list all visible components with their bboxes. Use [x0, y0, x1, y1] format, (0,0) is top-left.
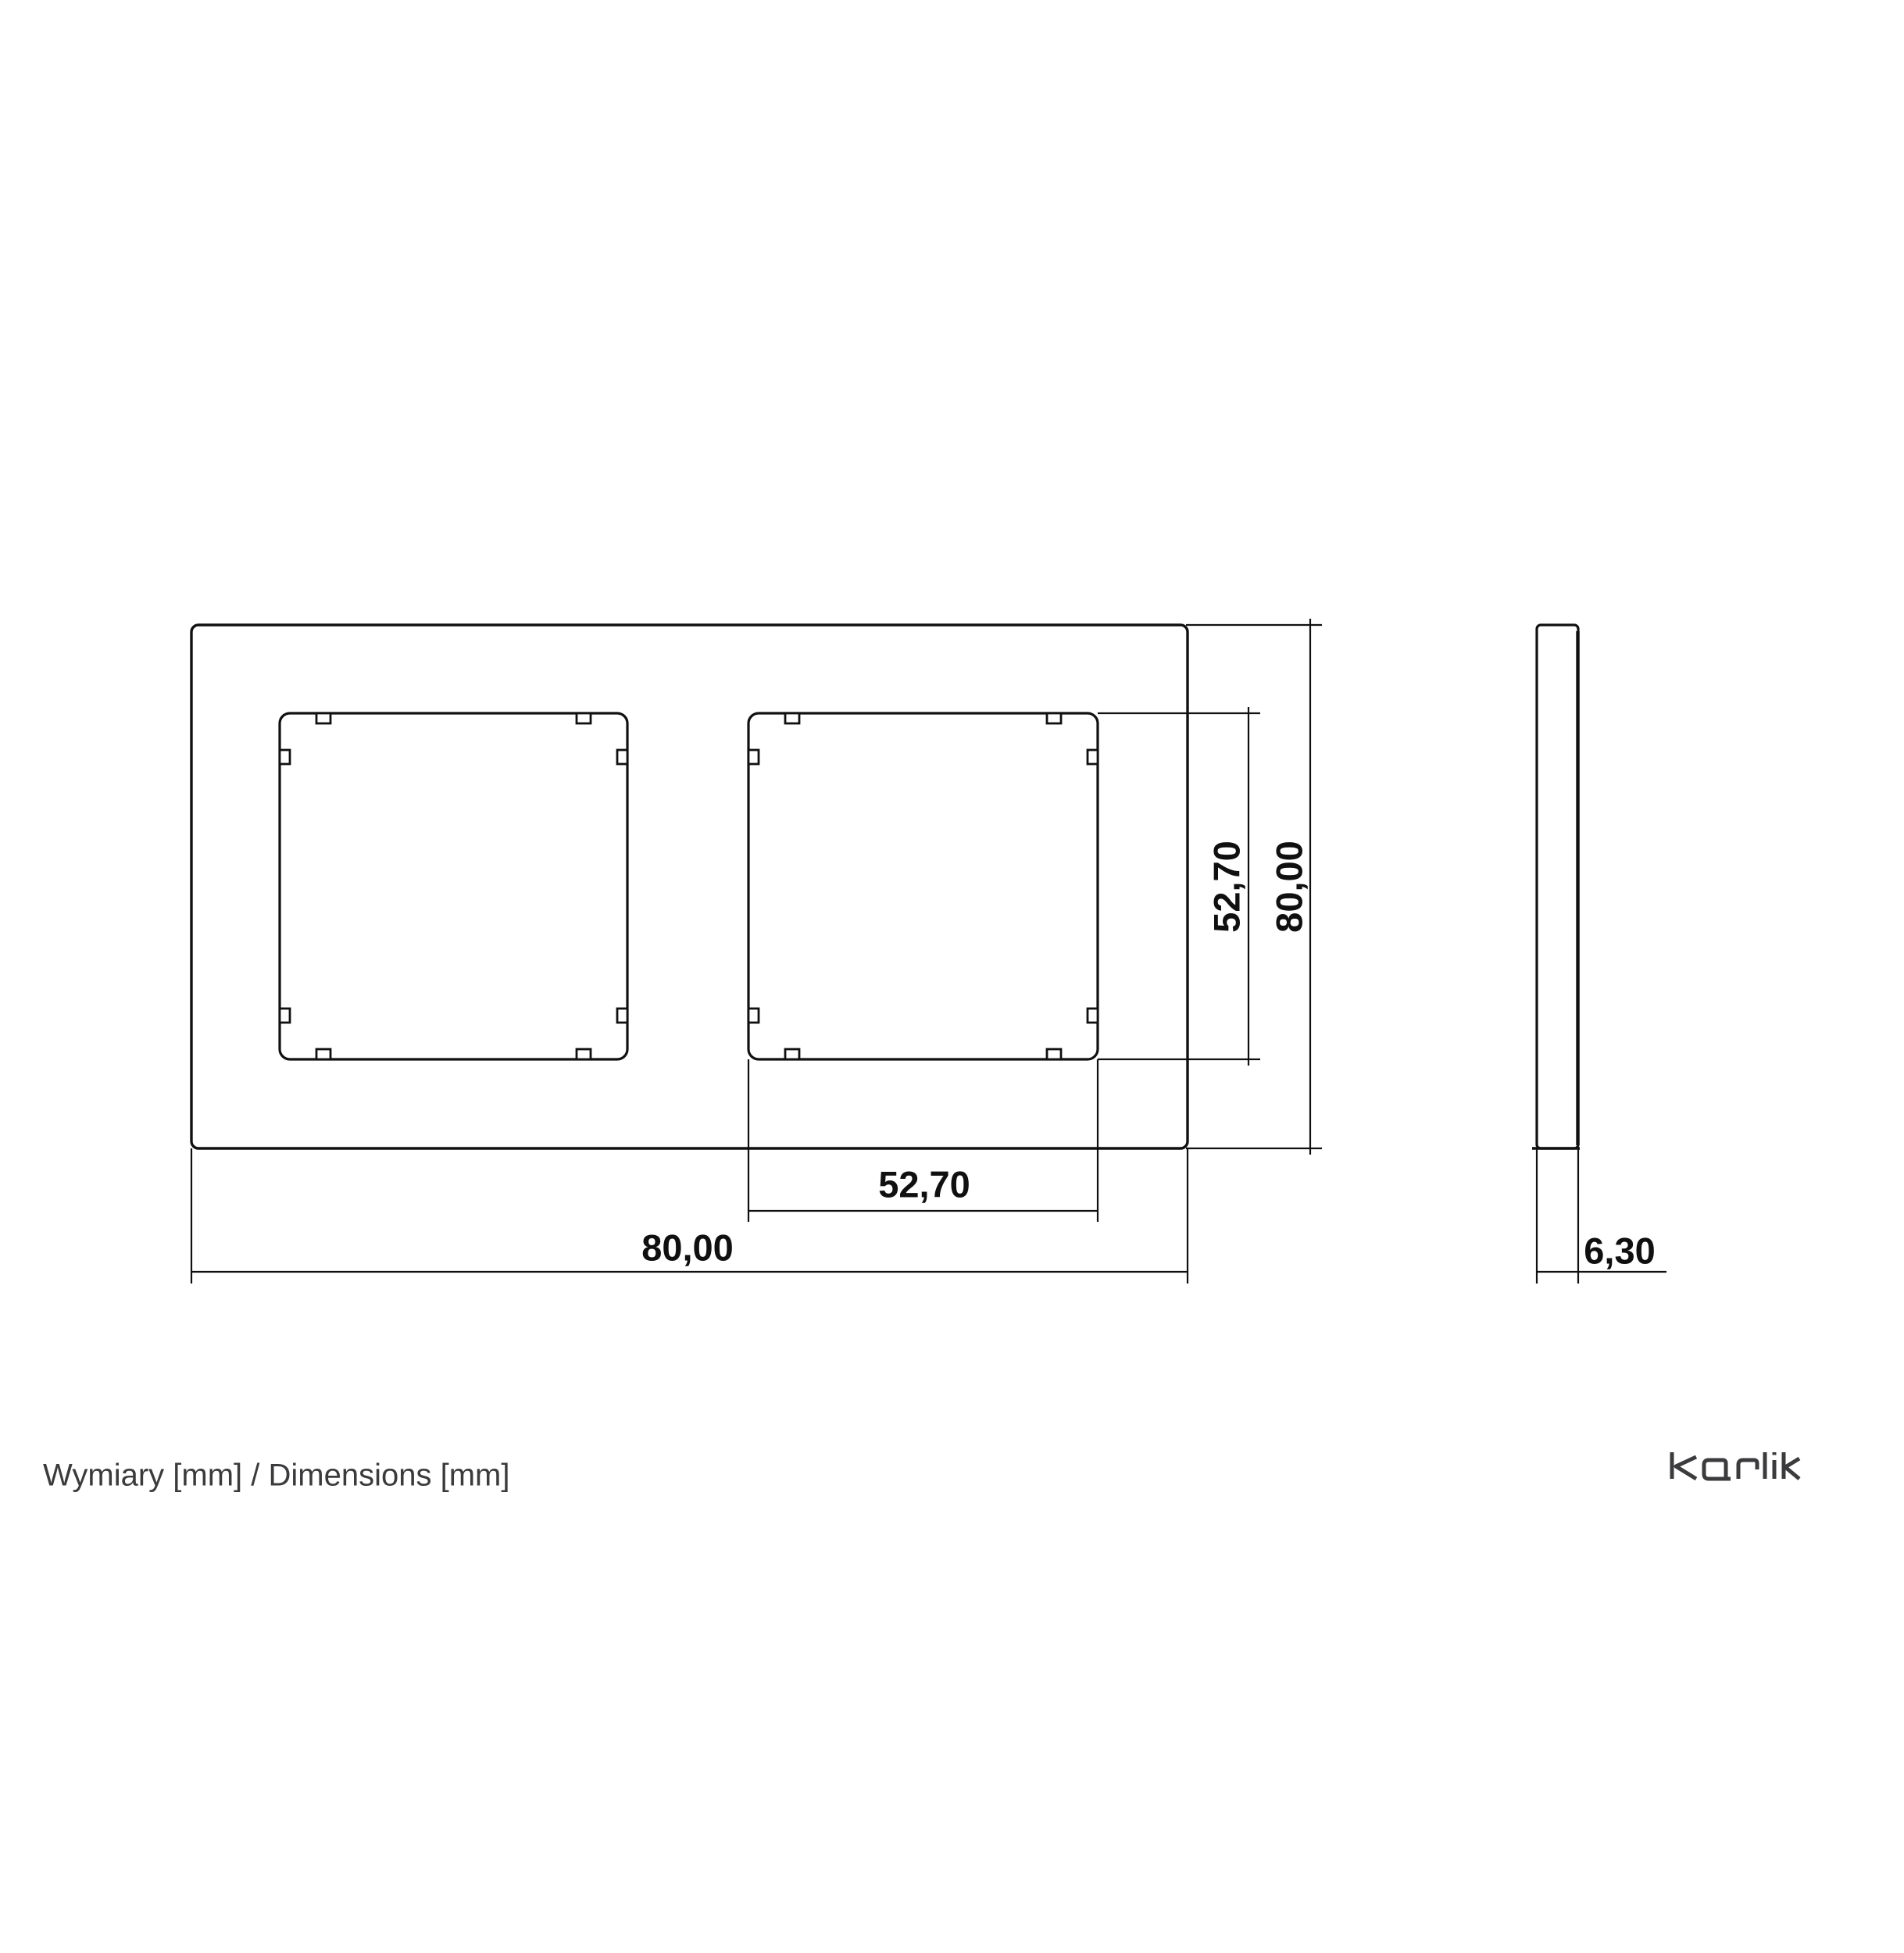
dim-label-frame-width: 80,00 — [641, 1226, 734, 1269]
opening-right — [748, 713, 1098, 1059]
dim-label-depth: 6,30 — [1584, 1230, 1656, 1272]
side-view — [1532, 625, 1580, 1148]
front-view — [191, 625, 1188, 1148]
footer-note: Wymiary [mm] / Dimensions [mm] — [43, 1458, 510, 1493]
profile-outline — [1537, 625, 1578, 1148]
opening-left-tabs — [280, 713, 627, 1059]
opening-left — [280, 713, 627, 1059]
frame-outline — [191, 625, 1188, 1148]
opening-right-tabs — [748, 713, 1098, 1059]
dim-label-frame-height: 80,00 — [1268, 841, 1310, 933]
dim-label-opening-width: 52,70 — [878, 1163, 970, 1205]
dim-label-opening-height: 52,70 — [1206, 841, 1248, 933]
karlik-logo — [1666, 1448, 1801, 1483]
